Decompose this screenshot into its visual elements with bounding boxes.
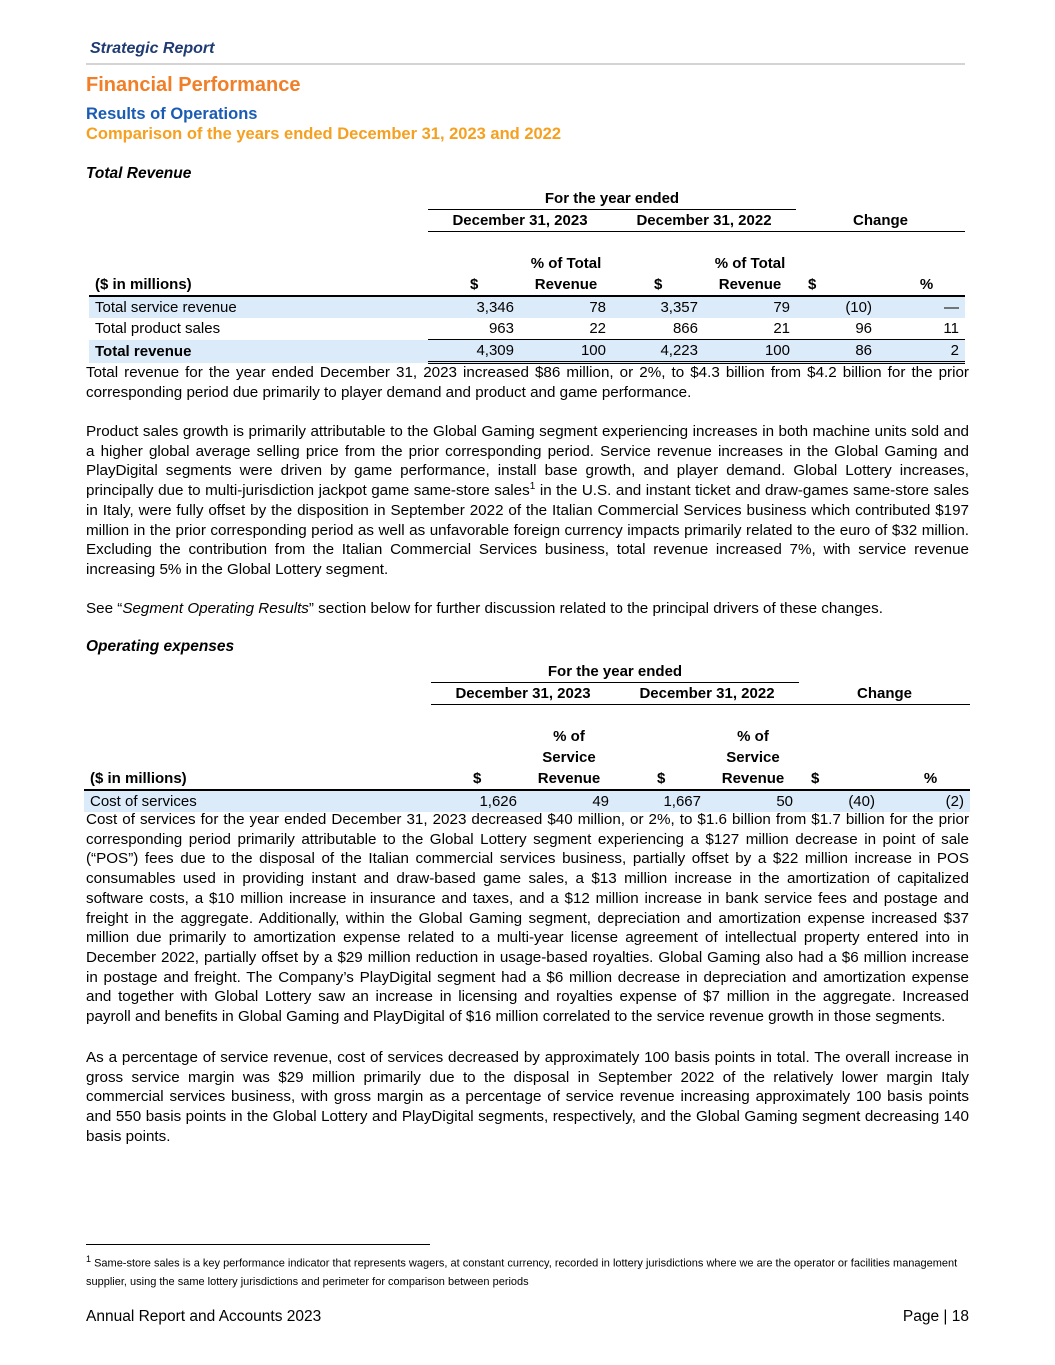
paragraph-text: See “	[86, 600, 123, 617]
footnote-ref: 1	[529, 481, 536, 493]
footer-report-name: Annual Report and Accounts 2023	[86, 1308, 322, 1325]
revenue-paragraph-3	[86, 599, 969, 619]
pct-header-line1: % of	[553, 728, 585, 745]
section-title: Strategic Report	[90, 40, 215, 57]
cell: 79	[704, 296, 796, 318]
page-title: Financial Performance	[86, 74, 301, 96]
cell: (10)	[796, 296, 888, 318]
cell: 866	[612, 318, 704, 340]
period-header: For the year ended	[431, 661, 799, 683]
cell: 1,626	[431, 790, 523, 812]
dollar-header: $	[428, 274, 520, 296]
footer-page-number: Page | 18	[902, 1308, 969, 1325]
subheading-results: Results of Operations	[86, 105, 258, 123]
footnote	[86, 1250, 970, 1291]
pct-header-line2: Revenue	[704, 274, 796, 296]
cell: 1,667	[615, 790, 707, 812]
col-header-2023: December 31, 2023	[428, 210, 612, 232]
row-label: Total service revenue	[89, 296, 428, 318]
unit-label: ($ in millions)	[89, 274, 428, 296]
cell: 21	[704, 318, 796, 340]
table-row	[89, 296, 965, 318]
header-rule	[86, 63, 965, 65]
cell: 22	[520, 318, 612, 340]
row-label: Total product sales	[95, 320, 221, 338]
cell: 49	[523, 790, 615, 812]
cell: 50	[707, 790, 799, 812]
dollar-header: $	[796, 274, 888, 296]
cell: 4,309	[428, 340, 520, 363]
revenue-paragraph-1: Total revenue for the year ended December 31, 2023 increased $86 million, or 2%, to $4.3 billion from $4.2 billion for the prior corresponding period due primarily to player demand and product and game performance.	[86, 364, 969, 401]
pct-header: %	[888, 274, 965, 296]
row-label: Cost of services	[84, 790, 431, 812]
revenue-table	[89, 188, 965, 364]
col-header-2022: December 31, 2022	[615, 683, 799, 705]
footnote-divider	[86, 1244, 430, 1245]
col-header-2022: December 31, 2022	[612, 210, 796, 232]
pct-header-line3: Revenue	[707, 768, 799, 790]
cell: 78	[520, 296, 612, 318]
cell: (2)	[891, 790, 970, 812]
total-revenue-heading: Total Revenue	[86, 165, 192, 182]
dollar-header: $	[612, 274, 704, 296]
dollar-header: $	[615, 768, 707, 790]
cell: 4,223	[612, 340, 704, 363]
paragraph-text: ” section below for further discussion related to the principal drivers of these changes.	[308, 600, 883, 617]
col-header-change: Change	[799, 683, 970, 705]
footnote-number: 1	[86, 1254, 92, 1264]
pct-header-line2: Revenue	[520, 274, 612, 296]
col-header-2023: December 31, 2023	[431, 683, 615, 705]
subheading-comparison: Comparison of the years ended December 31, 2023 and 2022	[86, 125, 562, 143]
period-header: For the year ended	[428, 188, 796, 210]
opex-paragraph-1: Cost of services for the year ended December 31, 2023 decreased $40 million, or 2%, to $1.6 billion from $1.7 billion for the prior corresponding period primarily attributable to the Global Lottery segment experiencing a $127 million decrease in point of sale (“POS”) fees due to the disposal of the Italian commercial services business, partially offset by a $22 million increase in POS consumables used in providing instant and draw-based game sales, a $13 million increase in the amortization of capitalized software costs, a $10 million increase in insurance and taxes, and a $12 million increase in bank service fees and postage and freight in the aggregate. Additionally, within the Global Gaming segment, depreciation and amortization expense increased $37 million due primarily to amortization expense related to a multi-year license agreement of intellectual property entered into in December 2022, partially offset by a $29 million reduction in usage-based royalties. Global Gaming also had a $6 million increase in postage and freight. The Company’s PlayDigital segment had a $6 million decrease in depreciation and amortization expense and together with Global Lottery saw an increase in licensing and royalties expense of $7 million in the aggregate. Increased payroll and benefits in Global Gaming and PlayDigital of $16 million correlated to the service revenue growth in those segments.	[86, 811, 969, 1026]
footnote-text: Same-store sales is a key performance indicator that represents wagers, at constant currency, recorded in lottery jurisdictions where we are the operator or facilities management supplier, using the same lottery jurisdictions and perimeter for comparison between periods	[86, 1257, 958, 1288]
pct-header: %	[891, 768, 970, 790]
cell: 96	[796, 318, 888, 340]
opex-paragraph-2: As a percentage of service revenue, cost of services decreased by approximately 100 basis points in total. The overall increase in gross service margin was $29 million primarily due to the disposal in September 2022 of the relatively lower margin Italy commercial services business, with gross margin as a percentage of service revenue increasing approximately 100 basis points and 550 basis points in the Global Lottery and PlayDigital segments, respectively, and the Global Gaming segment decreasing 140 basis points.	[86, 1049, 969, 1145]
pct-header-line1: % of	[737, 728, 769, 745]
cell: —	[888, 296, 965, 318]
cell: 3,357	[612, 296, 704, 318]
operating-expenses-heading: Operating expenses	[86, 638, 235, 655]
opex-table	[84, 661, 970, 812]
cell: 100	[520, 340, 612, 363]
pct-header-line2: Service	[542, 749, 596, 766]
table-row	[89, 318, 965, 340]
cell: 3,346	[428, 296, 520, 318]
col-header-change: Change	[796, 210, 965, 232]
pct-header-line1: % of Total	[530, 255, 602, 272]
row-label: Total revenue	[89, 340, 428, 363]
dollar-header: $	[431, 768, 523, 790]
paragraph-text: Product sales growth is primarily attributable to the Global Gaming segment experiencing increases in both machine units sold and a higher global average selling price from the prior corresponding period. Service revenue increases in the Global Gaming and PlayDigital segments were driven by game performance, install base growth, and player demand. Global Lottery increases, principally due to multi-jurisdiction jackpot game same-store sales	[86, 423, 969, 500]
cell: 963	[428, 318, 520, 340]
unit-label: ($ in millions)	[84, 768, 431, 790]
segment-results-reference: Segment Operating Results	[122, 600, 309, 617]
paragraph-text: in the U.S. and instant ticket and draw-games same-store sales in Italy, were fully offset by the disposition in September 2022 of the Italian Commercial Services business which contributed $197 million in the prior corresponding period as well as unfavorable foreign currency impacts primarily related to the euro of $32 million. Excluding the contribution from the Italian Commercial Services business, total revenue increased 7%, with service revenue increasing 5% in the Global Lottery segment.	[86, 482, 970, 578]
pct-header-line2: Service	[726, 749, 780, 766]
cell: 2	[888, 340, 965, 363]
cell: (40)	[799, 790, 891, 812]
cell: 11	[888, 318, 965, 340]
cell: 100	[704, 340, 796, 363]
table-row	[84, 790, 970, 812]
revenue-paragraph-2	[86, 422, 969, 580]
table-row-total	[89, 340, 965, 363]
pct-header-line1: % of Total	[714, 255, 786, 272]
cell: 86	[796, 340, 888, 363]
dollar-header: $	[799, 768, 891, 790]
pct-header-line3: Revenue	[523, 768, 615, 790]
